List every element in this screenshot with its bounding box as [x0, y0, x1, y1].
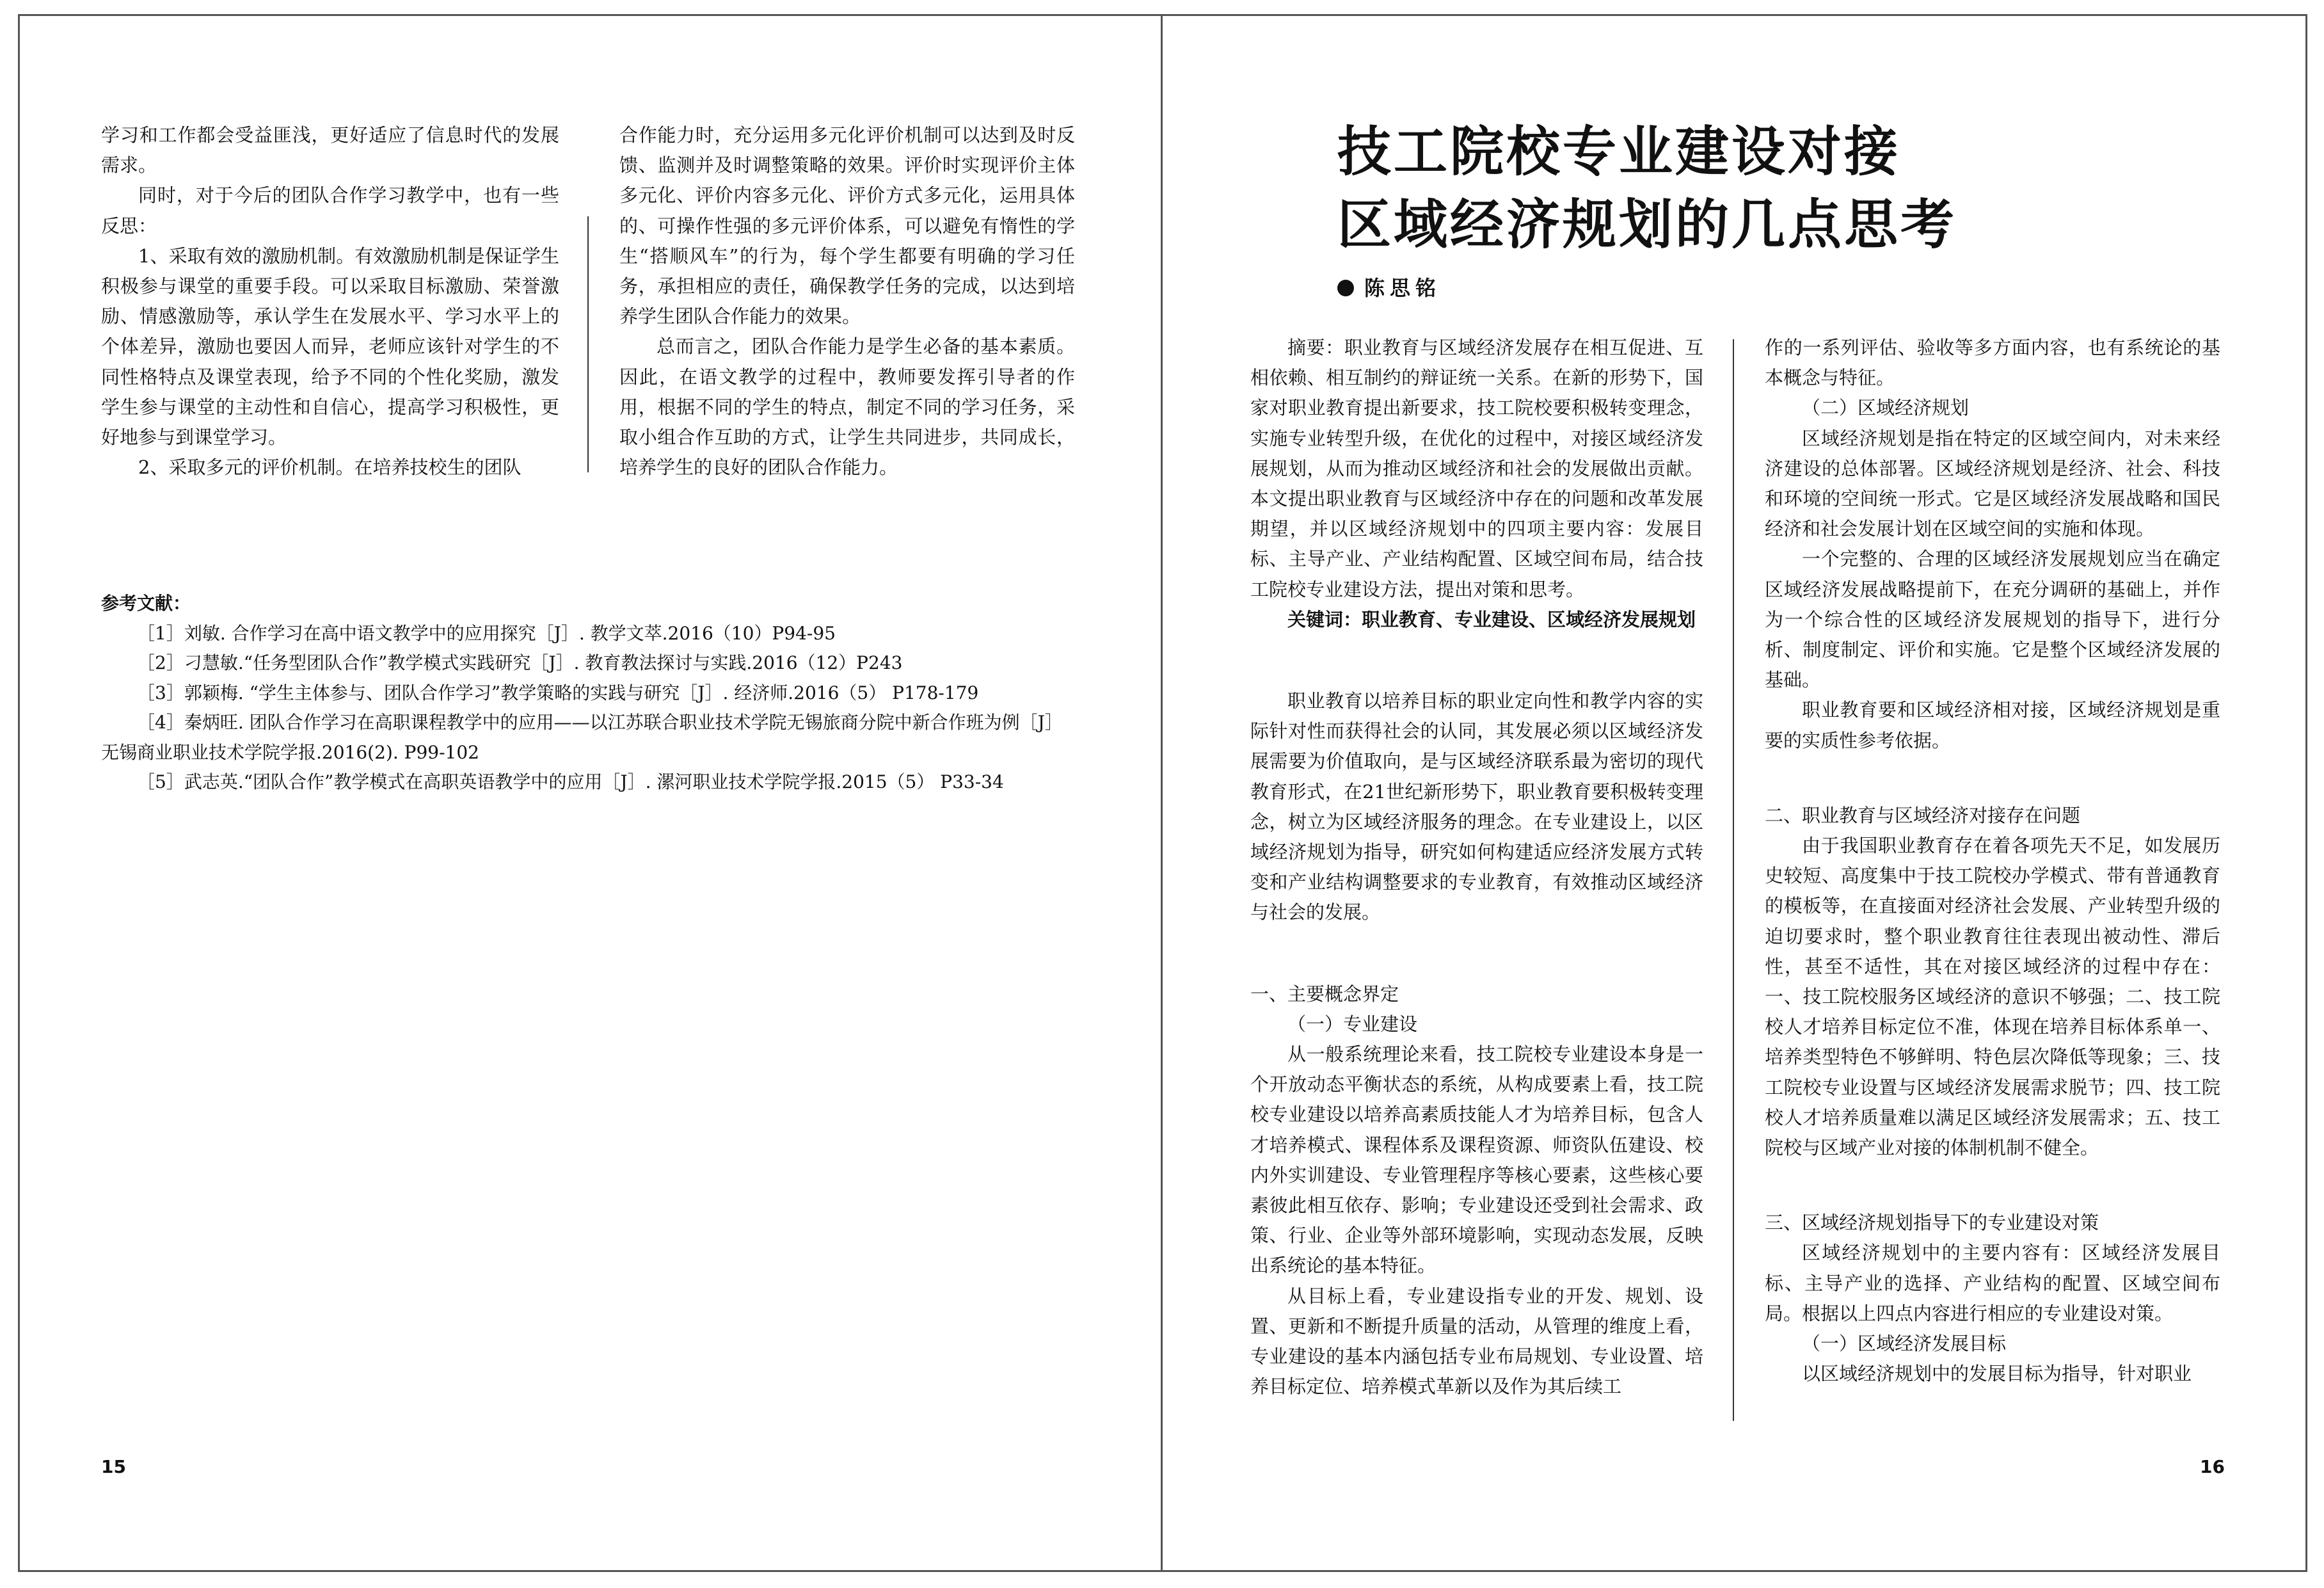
- page-number-left: 15: [101, 1456, 126, 1477]
- paragraph: 2、采取多元的评价机制。在培养技校生的团队: [138, 456, 521, 479]
- paragraph: 同时，对于今后的团队合作学习教学中，也有一些反思：: [101, 184, 559, 237]
- paragraph: 区域经济规划中的主要内容有：区域经济发展目标、主导产业的选择、产业结构的配置、区域空间布局。根据以上四点内容进行相应的专业建设对策。: [1765, 1242, 2220, 1324]
- references-section: [101, 589, 1074, 798]
- right-page-column-1: [1250, 333, 1703, 1402]
- author-line: [1337, 272, 1441, 301]
- references-heading: 参考文献：: [101, 593, 191, 614]
- subsection-heading: （一）专业建设: [1287, 1013, 1418, 1035]
- author-name: 陈思铭: [1364, 276, 1442, 300]
- keywords: 职业教育、专业建设、区域经济发展规划: [1362, 608, 1696, 630]
- paragraph: 从目标上看，专业建设指专业的开发、规划、设置、更新和不断提升质量的活动，从管理的维度上看，专业建设的基本内涵包括专业布局规划、专业设置、培养目标定位、培养模式革新以及作为其后续工: [1250, 1285, 1703, 1398]
- left-page-column-1: [101, 120, 559, 483]
- abstract: 摘要：职业教育与区域经济发展存在相互促进、互相依赖、相互制约的辩证统一关系。在新的形势下，国家对职业教育提出新要求，技工院校要积极转变理念，实施专业转型升级，在优化的过程中，对接区域经济发展规划，从而为推动区域经济和社会的发展做出贡献。本文提出职业教育与区域经济中存在的问题和改革发展期望，并以区域经济规划中的四项主要内容：发展目标、主导产业、产业结构配置、区域空间布局，结合技工院校专业建设方法，提出对策和思考。: [1250, 337, 1703, 600]
- paragraph: 以区域经济规划中的发展目标为指导，针对职业: [1802, 1363, 2192, 1385]
- paragraph: 区域经济规划是指在特定的区域空间内，对未来经济建设的总体部署。区域经济规划是经济、社会、科技和环境的空间统一形式。它是区域经济发展战略和国民经济和社会发展计划在区域空间的实施和体现。: [1765, 427, 2220, 540]
- title-line-1: 技工院校专业建设对接: [1337, 120, 1901, 183]
- paragraph: 学习和工作都会受益匪浅，更好适应了信息时代的发展需求。: [101, 124, 559, 177]
- section-heading: 三、区域经济规划指导下的专业建设对策: [1765, 1212, 2099, 1234]
- page-number-right: 16: [2200, 1456, 2225, 1477]
- paragraph: 由于我国职业教育存在着各项先天不足，如发展历史较短、高度集中于技工院校办学模式、带有普通教育的模板等，在直接面对经济社会发展、产业转型升级的迫切要求时，整个职业教育往往表现出被动性、滞后性，甚至不适性，其在对接区域经济的过程中存在：一、技工院校服务区域经济的意识不够强；二、技工院校人才培养目标定位不准，体现在培养目标体系单一、培养类型特色不够鲜明、特色层次降低等现象；三、技工院校专业设置与区域经济发展需求脱节；四、技工院校人才培养质量难以满足区域经济发展需求；五、技工院校与区域产业对接的体制机制不健全。: [1765, 835, 2220, 1159]
- bullet-dot-icon: [1337, 280, 1354, 296]
- paragraph: 总而言之，团队合作能力是学生必备的基本素质。因此，在语文教学的过程中，教师要发挥引导者的作用，根据不同的学生的特点，制定不同的学习任务，采取小组合作互助的方式，让学生共同进步，共同成长，培养学生的良好的团队合作能力。: [619, 335, 1075, 479]
- paragraph: 1、采取有效的激励机制。有效激励机制是保证学生积极参与课堂的重要手段。可以采取目标激励、荣誉激励、情感激励等，承认学生在发展水平、学习水平上的个体差异，激励也要因人而异，老师应该针对学生的不同性格特点及课堂表现，给予不同的个性化奖励，激发学生参与课堂的主动性和自信心，提高学习积极性，更好地参与到课堂学习。: [101, 245, 559, 449]
- reference-item: ［3］郭颖梅. “学生主体参与、团队合作学习”教学策略的实践与研究［J］. 经济师.2016（5） P178-179: [137, 682, 979, 703]
- paragraph: 职业教育要和区域经济相对接，区域经济规划是重要的实质性参考依据。: [1765, 699, 2220, 751]
- reference-item: ［5］武志英.“团队合作”教学模式在高职英语教学中的应用［J］. 漯河职业技术学院学报.2015（5） P33-34: [137, 771, 1004, 792]
- left-page-column-2: [619, 120, 1075, 483]
- paragraph: 合作能力时，充分运用多元化评价机制可以达到及时反馈、监测并及时调整策略的效果。评价时实现评价主体多元化、评价内容多元化、评价方式多元化，运用具体的、可操作性强的多元评价体系，可以避免有惰性的学生“搭顺风车”的行为，每个学生都要有明确的学习任务，承担相应的责任，确保教学任务的完成，以达到培养学生团队合作能力的效果。: [619, 124, 1075, 328]
- column-divider: [587, 216, 589, 472]
- reference-item: ［4］秦炳旺. 团队合作学习在高职课程教学中的应用——以江苏联合职业技术学院无锡旅商分院中新合作班为例［J］无锡商业职业技术学院学报.2016(2). P99-102: [101, 712, 1063, 763]
- paragraph: 一个完整的、合理的区域经济发展规划应当在确定区域经济发展战略提前下，在充分调研的基础上，并作为一个综合性的区域经济发展规划的指导下，进行分析、制度制定、评价和实施。它是整个区域经济发展的基础。: [1765, 548, 2220, 691]
- paragraph: 作的一系列评估、验收等多方面内容，也有系统论的基本概念与特征。: [1765, 337, 2220, 389]
- title-line-2: 区域经济规划的几点思考: [1337, 193, 1957, 256]
- section-heading: 一、主要概念界定: [1250, 982, 1399, 1005]
- subsection-heading: （二）区域经济规划: [1802, 397, 1970, 419]
- article-title: [1337, 115, 2233, 261]
- keywords-label: 关键词：: [1287, 608, 1362, 630]
- page-gutter: [1161, 14, 1163, 1572]
- paragraph: 职业教育以培养目标的职业定向性和教学内容的实际针对性而获得社会的认同，其发展必须以区域经济发展需要为价值取向，是与区域经济联系最为密切的现代教育形式，在21世纪新形势下，职业教育要积极转变理念，树立为区域经济服务的理念。在专业建设上，以区域经济规划为指导，研究如何构建适应经济发展方式转变和产业结构调整要求的专业教育，有效推动区域经济与社会的发展。: [1250, 690, 1703, 924]
- keywords-line: [1250, 605, 1703, 635]
- subsection-heading: （一）区域经济发展目标: [1802, 1333, 2007, 1355]
- right-page-column-2: [1765, 333, 2220, 1390]
- reference-item: ［1］刘敏. 合作学习在高中语文教学中的应用探究［J］. 教学文萃.2016（10）P94-95: [137, 622, 836, 644]
- paragraph: 从一般系统理论来看，技工院校专业建设本身是一个开放动态平衡状态的系统，从构成要素上看，技工院校专业建设以培养高素质技能人才为培养目标，包含人才培养模式、课程体系及课程资源、师资队伍建设、校内外实训建设、专业管理程序等核心要素，这些核心要素彼此相互依存、影响；专业建设还受到社会需求、政策、行业、企业等外部环境影响，实现动态发展，反映出系统论的基本特征。: [1250, 1043, 1703, 1277]
- section-heading: 二、职业教育与区域经济对接存在问题: [1765, 804, 2081, 826]
- column-divider: [1733, 339, 1734, 1421]
- reference-item: ［2］刁慧敏.“任务型团队合作”教学模式实践研究［J］. 教育教法探讨与实践.2016（12）P243: [137, 652, 903, 673]
